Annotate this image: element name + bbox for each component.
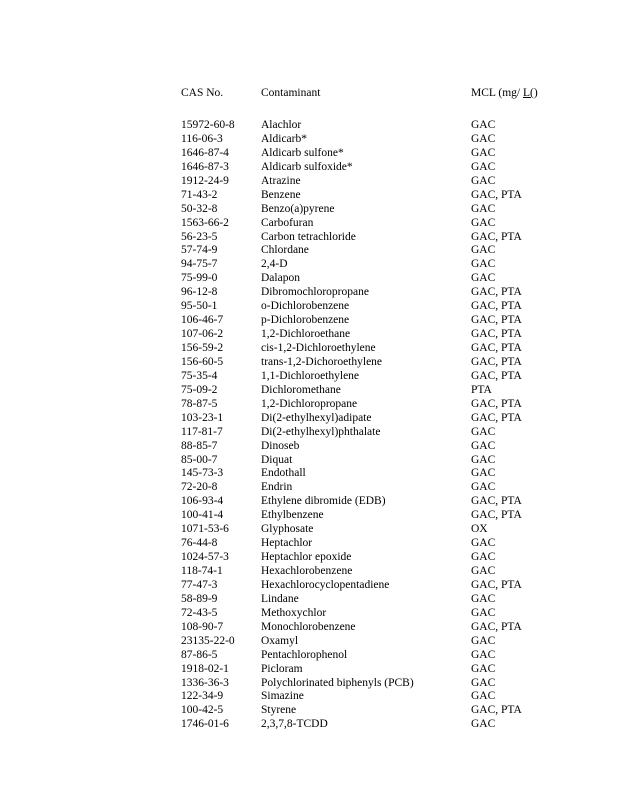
contaminant-cell: Carbofuran <box>261 216 314 229</box>
mcl-cell: GAC <box>471 453 496 466</box>
cas-number-cell: 1918-02-1 <box>181 662 229 675</box>
contaminant-cell: Diquat <box>261 453 293 466</box>
cas-number-cell: 100-42-5 <box>181 704 224 717</box>
cas-number-cell: 1746-01-6 <box>181 718 229 731</box>
mcl-cell: GAC, PTA <box>471 509 522 522</box>
header-mcl-close: ) <box>533 87 538 99</box>
contaminant-cell: Endrin <box>261 481 293 494</box>
cas-number-cell: 156-59-2 <box>181 342 224 354</box>
table-row <box>181 384 581 398</box>
cas-number-cell: 122-34-9 <box>181 690 224 703</box>
contaminant-cell: Dalapon <box>261 272 300 285</box>
contaminant-cell: Aldicarb sulfoxide* <box>261 160 353 173</box>
mcl-cell: GAC <box>471 258 496 271</box>
mcl-cell: GAC, PTA <box>471 369 522 382</box>
cas-number-cell: 156-60-5 <box>181 355 224 368</box>
mcl-cell: GAC, PTA <box>471 300 522 313</box>
contaminant-cell: Dibromochloropropane <box>261 286 369 299</box>
contaminant-cell: Chlordane <box>261 244 309 257</box>
table-row <box>181 398 581 412</box>
table-row <box>181 704 581 718</box>
mcl-cell: GAC <box>471 425 496 438</box>
table-row <box>181 718 581 732</box>
header-mcl-prefix: MCL (mg/ <box>471 87 523 99</box>
contaminant-cell: Dinoseb <box>261 439 300 452</box>
contaminant-cell: Atrazine <box>261 174 301 187</box>
contaminant-table <box>181 86 581 732</box>
table-row <box>181 370 581 384</box>
contaminant-cell: Benzene <box>261 188 301 201</box>
contaminant-cell: trans-1,2-Dichoroethylene <box>261 355 383 368</box>
cas-number-cell: 117-81-7 <box>181 425 223 438</box>
table-row <box>181 454 581 468</box>
mcl-cell: GAC <box>471 690 496 703</box>
mcl-cell: GAC <box>471 565 496 577</box>
table-row <box>181 593 581 607</box>
table-row <box>181 440 581 454</box>
cas-number-cell: 87-86-5 <box>181 648 218 661</box>
mcl-cell: PTA <box>471 383 492 396</box>
table-row <box>181 161 581 175</box>
contaminant-cell: cis-1,2-Dichloroethylene <box>261 342 376 354</box>
cas-number-cell: 1336-36-3 <box>181 676 229 689</box>
contaminant-cell: Oxamyl <box>261 634 299 647</box>
cas-number-cell: 118-74-1 <box>181 565 223 577</box>
contaminant-cell: Lindane <box>261 592 299 605</box>
table-row <box>181 663 581 677</box>
mcl-cell: GAC, PTA <box>471 397 522 410</box>
table-row <box>181 607 581 621</box>
table-row <box>181 537 581 551</box>
table-row <box>181 649 581 663</box>
contaminant-cell: Ethylbenzene <box>261 509 324 522</box>
mcl-cell: GAC, PTA <box>471 314 522 327</box>
mcl-cell: GAC, PTA <box>471 355 522 368</box>
cas-number-cell: 57-74-9 <box>181 244 218 257</box>
mcl-cell: GAC <box>471 606 496 619</box>
mcl-cell: GAC, PTA <box>471 342 522 354</box>
contaminant-cell: 2,4-D <box>261 258 288 271</box>
table-row <box>181 189 581 203</box>
contaminant-cell: Hexachlorobenzene <box>261 565 353 577</box>
table-row <box>181 621 581 635</box>
contaminant-cell: Dichloromethane <box>261 383 341 396</box>
header-mcl-unit: L( <box>522 87 534 99</box>
mcl-cell: GAC <box>471 244 496 257</box>
contaminant-cell: Carbon tetrachloride <box>261 230 356 243</box>
contaminant-cell: 1,2-Dichloroethane <box>261 328 351 341</box>
mcl-cell: GAC <box>471 216 496 229</box>
mcl-cell: GAC <box>471 439 496 452</box>
mcl-cell: GAC <box>471 634 496 647</box>
cas-number-cell: 106-93-4 <box>181 495 224 508</box>
header-contaminant: Contaminant <box>261 87 321 99</box>
contaminant-cell: Di(2-ethylhexyl)adipate <box>261 411 372 424</box>
table-row <box>181 133 581 147</box>
table-row <box>181 565 581 579</box>
table-row <box>181 677 581 691</box>
mcl-cell: GAC <box>471 272 496 285</box>
mcl-cell: GAC <box>471 662 496 675</box>
table-row <box>181 690 581 704</box>
mcl-cell: GAC <box>471 119 496 131</box>
table-row <box>181 328 581 342</box>
mcl-cell: GAC, PTA <box>471 411 522 424</box>
cas-number-cell: 56-23-5 <box>181 230 218 243</box>
cas-number-cell: 71-43-2 <box>181 188 218 201</box>
contaminant-cell: Picloram <box>261 662 303 675</box>
cas-number-cell: 95-50-1 <box>181 300 218 313</box>
mcl-cell: GAC <box>471 174 496 187</box>
table-row <box>181 495 581 509</box>
table-row <box>181 258 581 272</box>
table-row <box>181 412 581 426</box>
mcl-cell: GAC <box>471 718 496 731</box>
mcl-cell: GAC <box>471 481 496 494</box>
cas-number-cell: 78-87-5 <box>181 397 218 410</box>
contaminant-cell: 2,3,7,8-TCDD <box>261 718 328 731</box>
table-row <box>181 314 581 328</box>
mcl-cell: GAC <box>471 648 496 661</box>
table-row <box>181 175 581 189</box>
cas-number-cell: 58-89-9 <box>181 592 218 605</box>
cas-number-cell: 96-12-8 <box>181 286 218 299</box>
mcl-cell: GAC <box>471 676 496 689</box>
mcl-cell: GAC <box>471 146 496 159</box>
contaminant-cell: Aldicarb sulfone* <box>261 146 344 159</box>
cas-number-cell: 1071-53-6 <box>181 523 229 536</box>
contaminant-cell: Endothall <box>261 467 306 480</box>
cas-number-cell: 75-99-0 <box>181 272 218 285</box>
contaminant-cell: Monochlorobenzene <box>261 620 356 633</box>
contaminant-cell: Ethylene dibromide (EDB) <box>261 495 386 508</box>
cas-number-cell: 1563-66-2 <box>181 216 229 229</box>
table-row <box>181 231 581 245</box>
table-header-row <box>181 86 581 100</box>
mcl-cell: GAC <box>471 160 496 173</box>
contaminant-cell: Pentachlorophenol <box>261 648 348 661</box>
table-row <box>181 203 581 217</box>
contaminant-cell: Heptachlor <box>261 537 313 550</box>
cas-number-cell: 75-09-2 <box>181 383 218 396</box>
cas-number-cell: 72-43-5 <box>181 606 218 619</box>
contaminant-cell: 1,1-Dichloroethylene <box>261 369 360 382</box>
contaminant-cell: Polychlorinated biphenyls (PCB) <box>261 676 414 689</box>
contaminant-cell: Alachlor <box>261 119 302 131</box>
mcl-cell: GAC <box>471 551 496 564</box>
mcl-cell: GAC, PTA <box>471 328 522 341</box>
cas-number-cell: 1912-24-9 <box>181 174 229 187</box>
cas-number-cell: 76-44-8 <box>181 537 218 550</box>
cas-number-cell: 75-35-4 <box>181 369 218 382</box>
cas-number-cell: 1024-57-3 <box>181 551 229 564</box>
contaminant-cell: Simazine <box>261 690 304 703</box>
cas-number-cell: 15972-60-8 <box>181 119 235 131</box>
table-row <box>181 509 581 523</box>
table-row <box>181 551 581 565</box>
cas-number-cell: 85-00-7 <box>181 453 218 466</box>
table-row <box>181 286 581 300</box>
mcl-cell: GAC <box>471 467 496 480</box>
table-body <box>181 119 581 732</box>
mcl-cell: GAC, PTA <box>471 286 522 299</box>
cas-number-cell: 77-47-3 <box>181 578 218 591</box>
header-mcl <box>471 86 538 100</box>
mcl-cell: GAC, PTA <box>471 495 522 508</box>
cas-number-cell: 107-06-2 <box>181 328 224 341</box>
mcl-cell: GAC, PTA <box>471 620 522 633</box>
cas-number-cell: 145-73-3 <box>181 467 224 480</box>
cas-number-cell: 72-20-8 <box>181 481 218 494</box>
table-row <box>181 523 581 537</box>
table-row <box>181 426 581 440</box>
table-row <box>181 467 581 481</box>
table-row <box>181 300 581 314</box>
table-row <box>181 217 581 231</box>
cas-number-cell: 116-06-3 <box>181 132 223 145</box>
table-row <box>181 272 581 286</box>
cas-number-cell: 100-41-4 <box>181 509 224 522</box>
mcl-cell: OX <box>471 523 488 536</box>
contaminant-cell: Styrene <box>261 704 297 717</box>
cas-number-cell: 23135-22-0 <box>181 634 235 647</box>
table-row <box>181 119 581 133</box>
cas-number-cell: 103-23-1 <box>181 411 224 424</box>
contaminant-cell: o-Dichlorobenzene <box>261 300 350 313</box>
table-row <box>181 481 581 495</box>
table-row <box>181 147 581 161</box>
cas-number-cell: 88-85-7 <box>181 439 218 452</box>
table-row <box>181 579 581 593</box>
mcl-cell: GAC, PTA <box>471 578 522 591</box>
contaminant-cell: Glyphosate <box>261 523 314 536</box>
mcl-cell: GAC, PTA <box>471 188 522 201</box>
cas-number-cell: 1646-87-3 <box>181 160 229 173</box>
mcl-cell: GAC, PTA <box>471 230 522 243</box>
mcl-cell: GAC <box>471 537 496 550</box>
table-row <box>181 635 581 649</box>
contaminant-cell: Hexachlorocyclopentadiene <box>261 578 390 591</box>
contaminant-cell: Methoxychlor <box>261 606 327 619</box>
contaminant-cell: p-Dichlorobenzene <box>261 314 350 327</box>
mcl-cell: GAC, PTA <box>471 704 522 717</box>
contaminant-cell: Aldicarb* <box>261 132 307 145</box>
contaminant-cell: Heptachlor epoxide <box>261 551 352 564</box>
cas-number-cell: 1646-87-4 <box>181 146 229 159</box>
table-row <box>181 356 581 370</box>
table-row <box>181 244 581 258</box>
header-cas-no: CAS No. <box>181 87 224 99</box>
mcl-cell: GAC <box>471 592 496 605</box>
contaminant-cell: Di(2-ethylhexyl)phthalate <box>261 425 381 438</box>
table-row <box>181 342 581 356</box>
cas-number-cell: 50-32-8 <box>181 202 218 215</box>
cas-number-cell: 94-75-7 <box>181 258 218 271</box>
cas-number-cell: 106-46-7 <box>181 314 224 327</box>
cas-number-cell: 108-90-7 <box>181 620 224 633</box>
mcl-cell: GAC <box>471 202 496 215</box>
contaminant-cell: 1,2-Dichloropropane <box>261 397 358 410</box>
mcl-cell: GAC <box>471 132 496 145</box>
contaminant-cell: Benzo(a)pyrene <box>261 202 335 215</box>
